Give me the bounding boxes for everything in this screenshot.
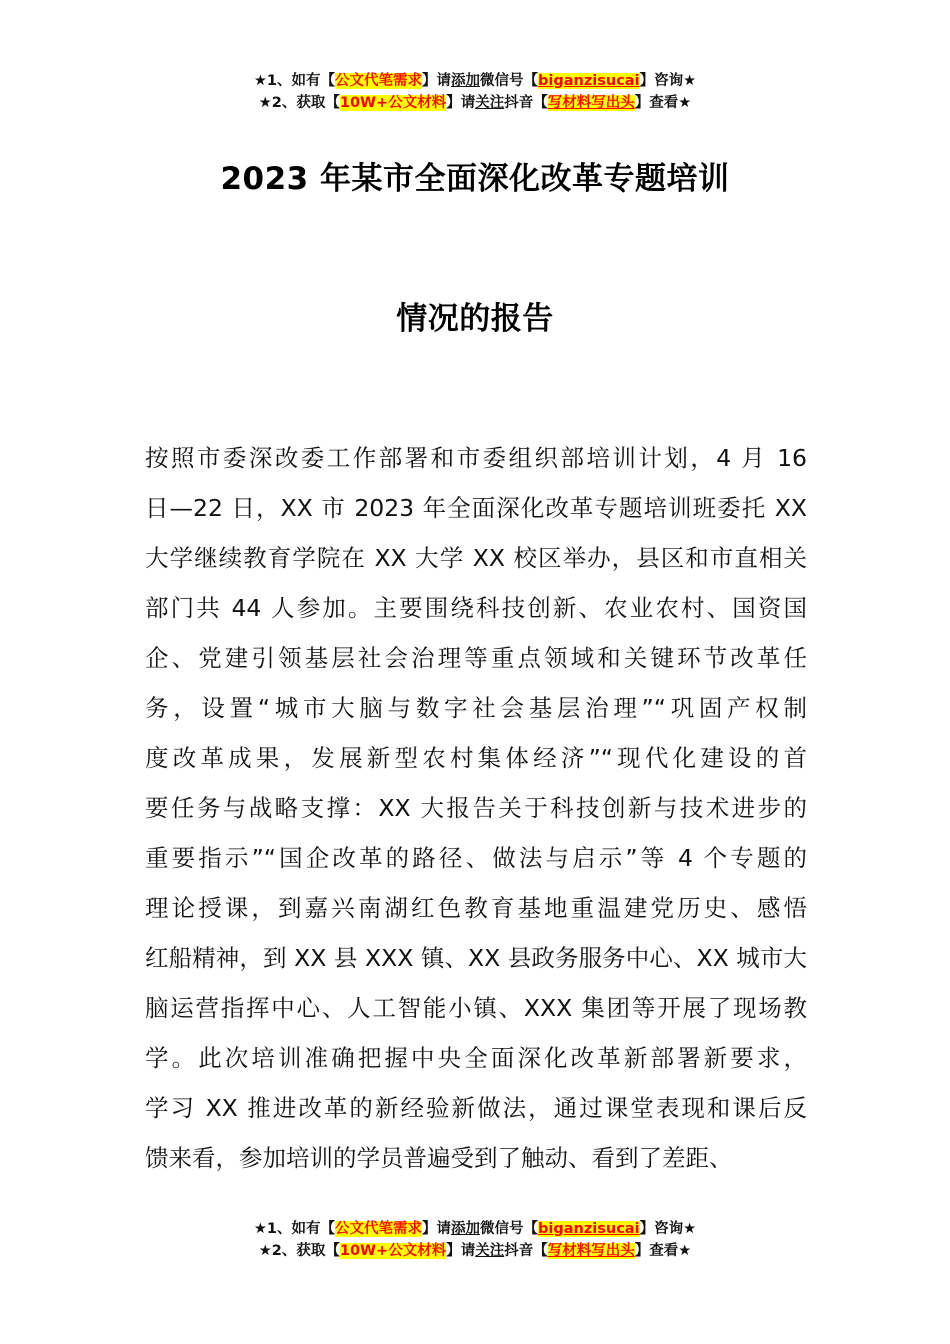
promo-tag: 10W+公文材料 (339, 95, 447, 111)
promo-text: 】请 (422, 73, 452, 89)
body-line: 馈来看，参加培训的学员普遍受到了触动、看到了差距、 (145, 1144, 733, 1172)
promo-prefix: ★1、如有【 (253, 73, 336, 89)
body-line: 红船精神，到 XX 县 XXX 镇、XX 县政务服务中心、XX 城市大 (145, 944, 807, 972)
body-line: 务，设置“城市大脑与数字社会基层治理”“巩固产权制 (145, 694, 807, 722)
promo-text: 】请 (446, 95, 476, 111)
body-line: 度改革成果，发展新型农村集体经济”“现代化建设的首 (145, 744, 807, 772)
promo-text: 抖音【 (504, 1243, 548, 1259)
promo-action: 关注 (475, 95, 505, 111)
promo-suffix: 】查看★ (634, 95, 692, 111)
promo-prefix: ★2、获取【 (258, 1243, 340, 1259)
promo-line-2 (0, 1240, 950, 1262)
body-line: 要任务与战略支撑：XX 大报告关于科技创新与技术进步的 (145, 794, 807, 822)
body-line: 学。此次培训准确把握中央全面深化改革新部署新要求， (145, 1044, 807, 1072)
body-line: 日—22 日，XX 市 2023 年全面深化改革专题培训班委托 XX (145, 494, 807, 522)
body-line: 脑运营指挥中心、人工智能小镇、XXX 集团等开展了现场教 (145, 994, 807, 1022)
promo-line-1 (0, 70, 950, 92)
promo-tag: 10W+公文材料 (339, 1243, 447, 1259)
promo-text: 】请 (446, 1243, 476, 1259)
promo-text: 微信号【 (480, 73, 539, 89)
promo-wechat-id: biganzisucai (538, 1221, 640, 1237)
promo-text: 微信号【 (480, 1221, 539, 1237)
body-line: 学习 XX 推进改革的新经验新做法，通过课堂表现和课后反 (145, 1094, 807, 1122)
promo-suffix: 】咨询★ (639, 73, 697, 89)
document-title-line-2: 情况的报告 (396, 301, 554, 337)
promo-suffix: 】查看★ (634, 1243, 692, 1259)
promo-douyin-id: 写材料写出头 (547, 1243, 635, 1259)
document-title-line-1: 2023 年某市全面深化改革专题培训 (220, 161, 730, 197)
promo-tag: 公文代笔需求 (335, 73, 423, 89)
promo-tag: 公文代笔需求 (335, 1221, 423, 1237)
promo-action: 关注 (475, 1243, 505, 1259)
promo-action: 添加 (451, 1221, 481, 1237)
body-line: 部门共 44 人参加。主要围绕科技创新、农业农村、国资国 (145, 594, 807, 622)
promo-action: 添加 (451, 73, 481, 89)
promo-banner-bottom (0, 1218, 950, 1262)
promo-wechat-id: biganzisucai (538, 73, 640, 89)
body-line: 大学继续教育学院在 XX 大学 XX 校区举办，县区和市直相关 (145, 544, 807, 572)
promo-text: 抖音【 (504, 95, 548, 111)
body-line: 重要指示”“国企改革的路径、做法与启示”等 4 个专题的 (145, 844, 807, 872)
promo-prefix: ★1、如有【 (253, 1221, 336, 1237)
body-line: 理论授课，到嘉兴南湖红色教育基地重温建党历史、感悟 (145, 894, 807, 922)
promo-line-1 (0, 1218, 950, 1240)
body-line: 按照市委深改委工作部署和市委组织部培训计划，4 月 16 (145, 444, 807, 472)
body-line: 企、党建引领基层社会治理等重点领域和关键环节改革任 (145, 644, 807, 672)
promo-prefix: ★2、获取【 (258, 95, 340, 111)
promo-suffix: 】咨询★ (639, 1221, 697, 1237)
promo-douyin-id: 写材料写出头 (547, 95, 635, 111)
document-body (145, 433, 807, 1183)
promo-line-2 (0, 92, 950, 114)
promo-banner-top (0, 70, 950, 114)
promo-text: 】请 (422, 1221, 452, 1237)
